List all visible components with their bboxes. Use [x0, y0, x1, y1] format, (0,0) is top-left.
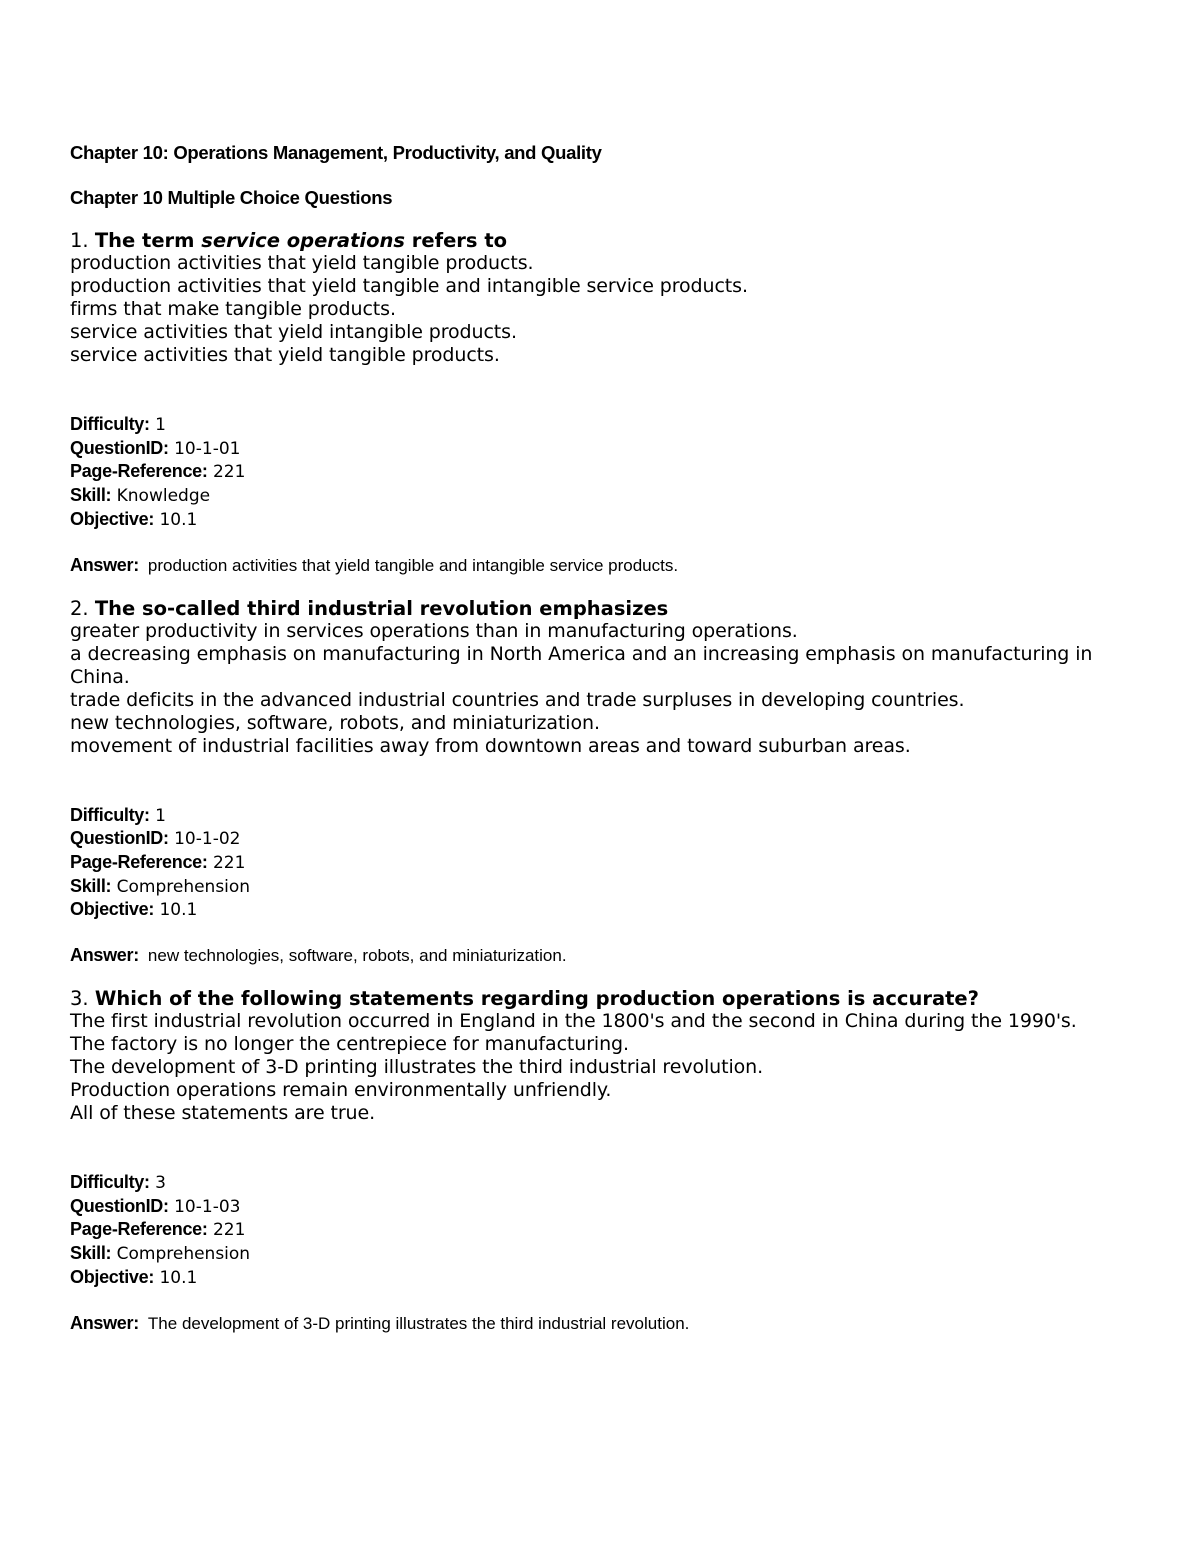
difficulty-row	[70, 1171, 1140, 1195]
option: trade deficits in the advanced industrial countries and trade surpluses in developing countries.	[70, 688, 965, 711]
option: The first industrial revolution occurred in England in the 1800's and the second in China during the 1990's.	[70, 1010, 1077, 1033]
stem-italic: service operations	[201, 229, 405, 252]
question-metadata	[70, 1171, 1140, 1290]
question-2	[70, 597, 1140, 969]
option: greater productivity in services operations than in manufacturing operations.	[70, 619, 798, 642]
question-stem	[70, 987, 1140, 1010]
skill-value: Knowledge	[116, 486, 211, 507]
option: service activities that yield tangible products.	[70, 344, 500, 366]
objective-row	[70, 898, 1140, 922]
difficulty-row	[70, 413, 1140, 437]
objective-value: 10.1	[159, 509, 198, 530]
page-reference-row	[70, 851, 1140, 875]
objective-value: 10.1	[159, 1267, 198, 1288]
skill-row	[70, 1242, 1140, 1266]
option: firms that make tangible products.	[70, 298, 396, 320]
skill-label: Skill:	[70, 875, 112, 896]
question-text: The so-called third industrial revolution emphasizes	[94, 596, 669, 620]
answer-text: new technologies, software, robots, and miniaturization.	[147, 946, 567, 966]
question-id-row	[70, 1195, 1140, 1219]
answer-text: The development of 3-D printing illustrates the third industrial revolution.	[147, 1313, 690, 1333]
question-3	[70, 987, 1140, 1336]
objective-label: Objective:	[70, 1266, 155, 1287]
page-reference-value: 221	[212, 852, 246, 873]
difficulty-label: Difficulty:	[70, 1172, 150, 1193]
answer-label: Answer:	[70, 1312, 139, 1333]
option: a decreasing emphasis on manufacturing in North America and an increasing emphasis on manufacturing in China.	[70, 642, 1093, 688]
difficulty-value: 1	[155, 805, 166, 826]
option: new technologies, software, robots, and miniaturization.	[70, 711, 600, 734]
document-page	[70, 140, 1140, 1336]
question-number: 2.	[70, 596, 89, 620]
question-number: 3.	[70, 987, 89, 1011]
answer-label: Answer:	[70, 554, 139, 575]
answer-row	[70, 943, 1140, 968]
skill-row	[70, 875, 1140, 899]
difficulty-label: Difficulty:	[70, 804, 150, 825]
difficulty-value: 1	[155, 415, 166, 435]
skill-label: Skill:	[70, 485, 112, 506]
difficulty-row	[70, 804, 1140, 828]
option: movement of industrial facilities away from downtown areas and toward suburban areas.	[70, 734, 911, 757]
objective-row	[70, 1266, 1140, 1290]
question-stem	[70, 597, 1140, 620]
objective-label: Objective:	[70, 508, 155, 529]
page-reference-value: 221	[212, 462, 246, 483]
option: production activities that yield tangible and intangible service products.	[70, 275, 748, 297]
objective-value: 10.1	[159, 900, 198, 921]
question-text: Which of the following statements regarding production operations is accurate?	[94, 987, 979, 1011]
option: The factory is no longer the centrepiece for manufacturing.	[70, 1033, 629, 1056]
difficulty-label: Difficulty:	[70, 414, 150, 434]
answer-row	[70, 553, 1140, 578]
page-reference-row	[70, 1218, 1140, 1242]
question-id-label: QuestionID:	[70, 437, 169, 458]
answer-text: production activities that yield tangible and intangible service products.	[147, 555, 679, 575]
skill-label: Skill:	[70, 1243, 112, 1264]
question-1	[70, 229, 1140, 578]
question-id-row	[70, 827, 1140, 851]
option: All of these statements are true.	[70, 1102, 376, 1125]
page-reference-label: Page-Reference:	[70, 1219, 208, 1240]
question-id-value: 10-1-03	[174, 1196, 241, 1217]
option: production activities that yield tangible products.	[70, 252, 534, 274]
option: The development of 3-D printing illustrates the third industrial revolution.	[70, 1056, 764, 1079]
objective-row	[70, 508, 1140, 532]
chapter-title: Chapter 10: Operations Management, Productivity, and Quality	[70, 142, 602, 163]
difficulty-value: 3	[155, 1173, 166, 1194]
question-id-label: QuestionID:	[70, 1195, 169, 1216]
question-number: 1.	[70, 229, 89, 252]
question-id-row	[70, 437, 1140, 461]
skill-value: Comprehension	[116, 876, 251, 897]
question-stem	[70, 229, 1140, 252]
page-reference-label: Page-Reference:	[70, 461, 208, 482]
answer-label: Answer:	[70, 945, 139, 966]
option: Production operations remain environmentally unfriendly.	[70, 1079, 612, 1102]
stem-after: refers to	[404, 229, 508, 252]
question-id-label: QuestionID:	[70, 828, 169, 849]
question-metadata	[70, 804, 1140, 923]
question-id-value: 10-1-02	[174, 829, 241, 850]
question-id-value: 10-1-01	[174, 438, 241, 459]
page-reference-label: Page-Reference:	[70, 851, 208, 872]
skill-value: Comprehension	[116, 1244, 251, 1265]
stem-before: The term	[94, 229, 202, 252]
question-metadata	[70, 413, 1140, 532]
section-title: Chapter 10 Multiple Choice Questions	[70, 187, 393, 208]
page-reference-row	[70, 460, 1140, 484]
page-reference-value: 221	[212, 1220, 246, 1241]
answer-row	[70, 1311, 1140, 1336]
skill-row	[70, 484, 1140, 508]
option: service activities that yield intangible products.	[70, 321, 517, 343]
objective-label: Objective:	[70, 899, 155, 920]
question-text	[95, 229, 507, 252]
